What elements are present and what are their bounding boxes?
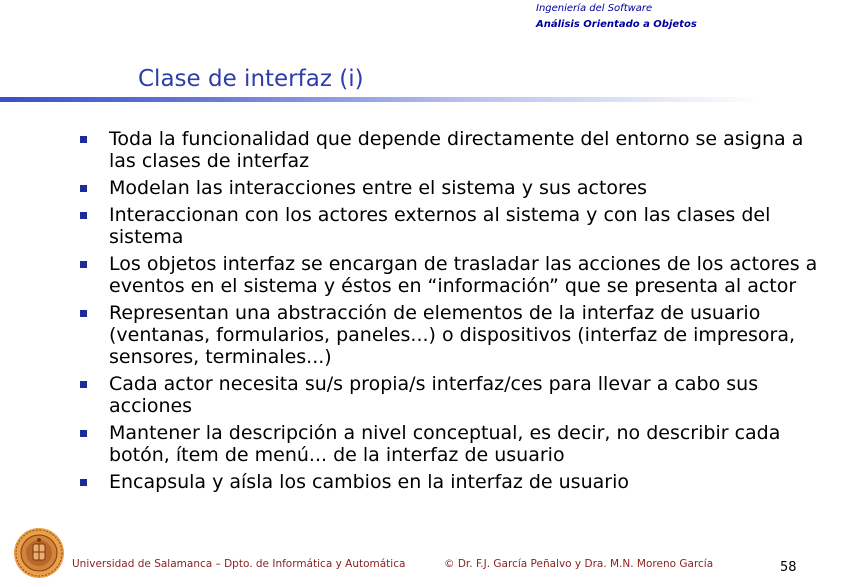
bullet-text: Toda la funcionalidad que depende directamente del entorno se asigna a las clases de interfaz <box>109 128 804 172</box>
bullet-item <box>80 471 832 493</box>
square-bullet-icon <box>80 479 87 486</box>
bullet-item <box>80 302 832 368</box>
bullet-item <box>80 128 832 172</box>
bullet-text: Los objetos interfaz se encargan de trasladar las acciones de los actores a eventos en el sistema y éstos en “información” que se presenta al actor <box>109 253 818 297</box>
title-underline-rule <box>0 97 848 102</box>
header-course-name: Ingeniería del Software <box>536 3 653 14</box>
bullet-item <box>80 177 832 199</box>
footer-institution: Universidad de Salamanca – Dpto. de Informática y Automática <box>72 558 406 570</box>
bullet-text: Interaccionan con los actores externos al sistema y con las clases del sistema <box>109 204 771 248</box>
square-bullet-icon <box>80 381 87 388</box>
university-seal-icon <box>13 527 65 579</box>
footer-authors: © Dr. F.J. García Peñalvo y Dra. M.N. Moreno García <box>444 558 714 570</box>
bullet-item <box>80 422 832 466</box>
square-bullet-icon <box>80 212 87 219</box>
bullet-text: Representan una abstracción de elementos de la interfaz de usuario (ventanas, formularios, paneles...) o dispositivos (interfaz de impresora, sensores, terminales...) <box>109 302 796 368</box>
bullet-text: Cada actor necesita su/s propia/s interfaz/ces para llevar a cabo sus acciones <box>109 373 759 417</box>
page-number: 58 <box>780 560 797 575</box>
square-bullet-icon <box>80 136 87 143</box>
square-bullet-icon <box>80 185 87 192</box>
bullet-text: Mantener la descripción a nivel conceptual, es decir, no describir cada botón, ítem de menú... de la interfaz de usuario <box>109 422 781 466</box>
bullet-item <box>80 253 832 297</box>
square-bullet-icon <box>80 310 87 317</box>
bullet-list <box>80 128 832 498</box>
slide-title: Clase de interfaz (i) <box>138 66 364 92</box>
square-bullet-icon <box>80 430 87 437</box>
bullet-text: Encapsula y aísla los cambios en la interfaz de usuario <box>109 471 629 493</box>
bullet-item <box>80 373 832 417</box>
bullet-text: Modelan las interacciones entre el sistema y sus actores <box>109 177 648 199</box>
square-bullet-icon <box>80 261 87 268</box>
header-topic-name: Análisis Orientado a Objetos <box>536 19 697 30</box>
bullet-item <box>80 204 832 248</box>
